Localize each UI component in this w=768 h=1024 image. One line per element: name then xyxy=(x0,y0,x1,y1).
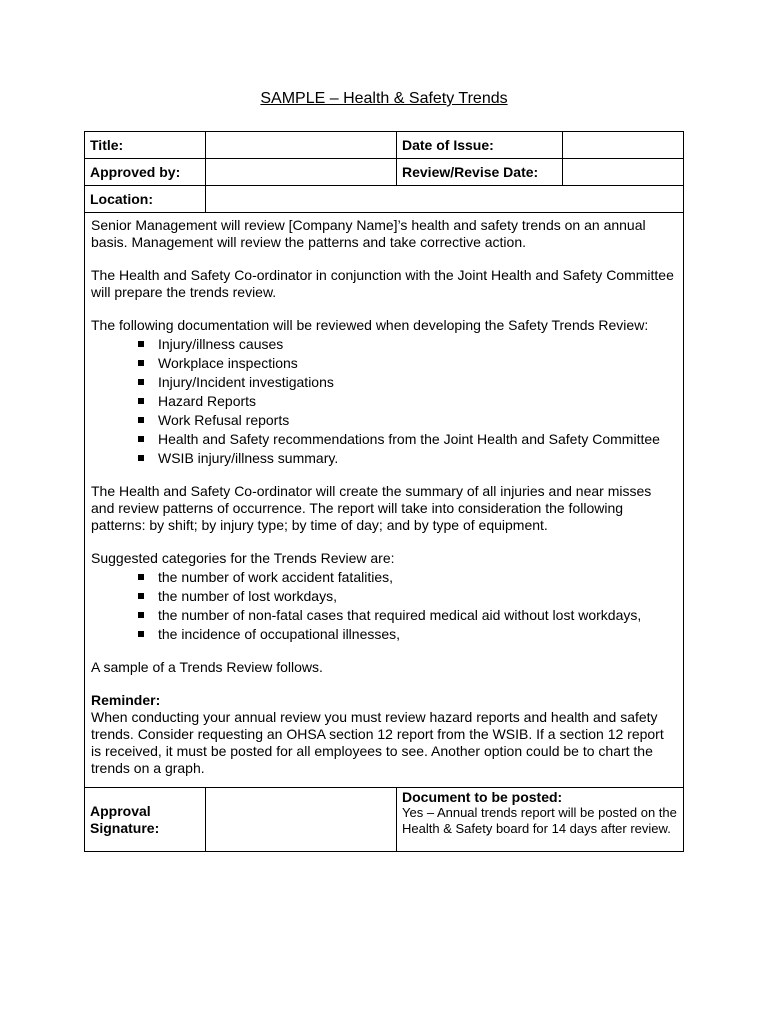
location-field[interactable] xyxy=(206,186,684,213)
row-approval xyxy=(85,788,684,852)
row-body xyxy=(85,213,684,788)
paragraph-coordinator: The Health and Safety Co-ordinator in conjunction with the Joint Health and Safety Committee will prepare the trends review. xyxy=(91,267,674,300)
paragraph-sample-follows: A sample of a Trends Review follows. xyxy=(91,659,323,675)
list-item: Hazard Reports xyxy=(158,393,677,410)
policy-body xyxy=(85,213,684,788)
list-item: the number of non-fatal cases that required medical aid without lost workdays, xyxy=(158,607,677,624)
paragraph-categories-intro: Suggested categories for the Trends Review are: xyxy=(91,550,395,566)
approved-by-label: Approved by: xyxy=(85,159,206,186)
list-item: Work Refusal reports xyxy=(158,412,677,429)
document-title: SAMPLE – Health & Safety Trends xyxy=(260,90,508,107)
list-item: the number of work accident fatalities, xyxy=(158,569,677,586)
list-item: Injury/Incident investigations xyxy=(158,374,677,391)
list-item: the incidence of occupational illnesses, xyxy=(158,626,677,643)
posted-heading: Document to be posted: xyxy=(402,789,563,805)
date-of-issue-field[interactable] xyxy=(563,132,684,159)
list-item: Injury/illness causes xyxy=(158,336,677,353)
row-approved xyxy=(85,159,684,186)
location-label: Location: xyxy=(85,186,206,213)
list-item: Health and Safety recommendations from the Joint Health and Safety Committee xyxy=(158,431,677,448)
reminder-text: When conducting your annual review you must review hazard reports and health and safety trends. Consider requesting an OHSA section 12 report from the WSIB. If a section 12 report is received, it must be posted for all employees to see. Another option could be to chart the trends on a graph. xyxy=(91,709,664,776)
review-revise-date-field[interactable] xyxy=(563,159,684,186)
title-value-field[interactable] xyxy=(206,132,397,159)
paragraph-summary: The Health and Safety Co-ordinator will create the summary of all injuries and near misses and review patterns of occurrence. The report will take into consideration the following patterns: by shift; by injury type; by time of day; and by type of equipment. xyxy=(91,483,652,533)
paragraph-documentation-intro: The following documentation will be reviewed when developing the Safety Trends Review: xyxy=(91,317,649,333)
documentation-list xyxy=(91,336,677,467)
row-location xyxy=(85,186,684,213)
health-safety-form xyxy=(84,131,684,852)
list-item: WSIB injury/illness summary. xyxy=(158,450,677,467)
row-title xyxy=(85,132,684,159)
paragraph-management-review: Senior Management will review [Company Name]’s health and safety trends on an annual basis. Management will review the patterns and take corrective action. xyxy=(91,217,646,250)
date-of-issue-label: Date of Issue: xyxy=(397,132,563,159)
document-posting-info xyxy=(397,788,684,852)
list-item: Workplace inspections xyxy=(158,355,677,372)
reminder-heading: Reminder: xyxy=(91,692,161,708)
title-label: Title: xyxy=(85,132,206,159)
categories-list xyxy=(91,569,677,643)
review-revise-date-label: Review/Revise Date: xyxy=(397,159,563,186)
posted-text: Yes – Annual trends report will be posted on the Health & Safety board for 14 days after review. xyxy=(402,805,677,836)
list-item: the number of lost workdays, xyxy=(158,588,677,605)
approval-signature-field[interactable] xyxy=(206,788,397,852)
approval-signature-label: Approval Signature: xyxy=(85,788,206,852)
approved-by-field[interactable] xyxy=(206,159,397,186)
